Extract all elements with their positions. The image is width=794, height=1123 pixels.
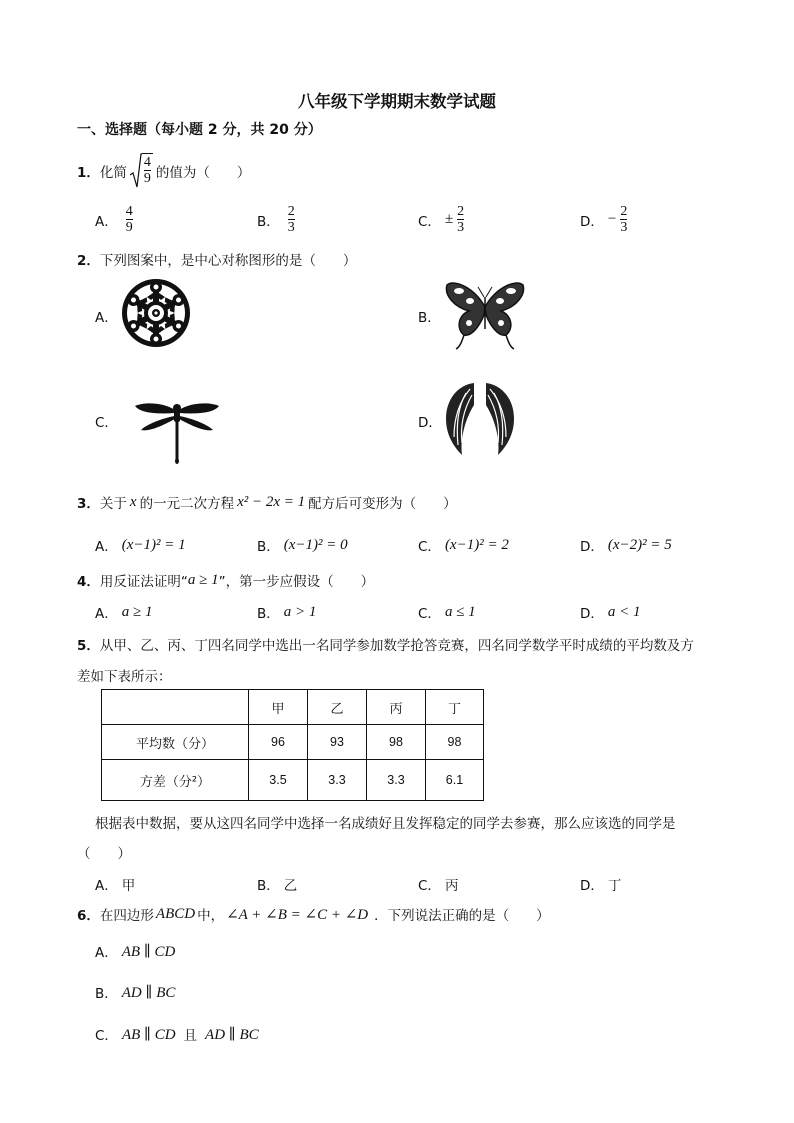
dragonfly-figure xyxy=(133,400,221,466)
table-cell: 3.3 xyxy=(308,760,367,801)
radical-sign-icon xyxy=(130,153,142,189)
table-header-row xyxy=(102,690,484,725)
section-heading: 一、选择题（每小题 2 分，共 20 分） xyxy=(77,122,322,138)
question-text: 差如下表所示： xyxy=(77,669,172,685)
option-label: C． xyxy=(95,1028,118,1044)
option-expression: AD ∥ BC xyxy=(121,984,176,1001)
question-text: 的一元二次方程 xyxy=(139,496,235,512)
option-expression: (x−1)² = 2 xyxy=(444,536,509,553)
question-number: 2． xyxy=(77,253,100,269)
table-row xyxy=(102,725,484,760)
question-text: 从甲、乙、丙、丁四名同学中选出一名同学参加数学抢答竞赛，四名同学数学平时成绩的平均数及方 xyxy=(99,638,694,654)
option-label: A． xyxy=(95,213,118,230)
option-a[interactable] xyxy=(95,204,133,235)
question-2 xyxy=(77,249,356,269)
question-text: 的值为（ ） xyxy=(155,165,251,181)
question-text: 用反证法证明“ xyxy=(99,574,188,590)
option-d[interactable] xyxy=(580,874,621,894)
table-row xyxy=(102,760,484,801)
question-6 xyxy=(77,904,550,924)
option-text: 丁 xyxy=(607,878,622,894)
table-header-cell: 甲 xyxy=(249,690,308,725)
option-b[interactable] xyxy=(95,982,175,1002)
option-label: C． xyxy=(418,878,441,894)
shape-name: ABCD xyxy=(155,905,196,922)
table-cell: 93 xyxy=(308,725,367,760)
option-label: B． xyxy=(257,539,280,555)
question-1 xyxy=(77,153,250,189)
option-label: C． xyxy=(418,213,441,230)
option-label: A． xyxy=(95,539,118,555)
fraction-numerator: 4 xyxy=(143,155,151,170)
option-label: A． xyxy=(95,945,118,961)
option-b-label[interactable]: B． xyxy=(418,310,441,326)
fraction-denominator: 3 xyxy=(620,220,628,235)
question-text: （ ） xyxy=(77,846,131,862)
wings-figure xyxy=(444,381,516,457)
condition-expression: ∠A + ∠B = ∠C + ∠D xyxy=(226,906,369,923)
table-cell: 3.3 xyxy=(367,760,426,801)
option-c[interactable] xyxy=(418,874,458,894)
option-b[interactable] xyxy=(257,535,348,555)
option-a[interactable] xyxy=(95,941,175,961)
option-label: B． xyxy=(95,986,118,1002)
table-header-cell: 丁 xyxy=(426,690,484,725)
table-header-cell: 丙 xyxy=(367,690,426,725)
table-cell: 6.1 xyxy=(426,760,484,801)
question-4 xyxy=(77,570,374,590)
question-text: ”，第一步应假设（ ） xyxy=(218,574,375,590)
option-d-label[interactable]: D． xyxy=(418,415,442,431)
option-expression: (x−1)² = 0 xyxy=(283,536,348,553)
option-label: D． xyxy=(580,878,604,894)
option-d[interactable] xyxy=(580,535,672,555)
fraction-numerator: 2 xyxy=(287,204,295,219)
question-text: 根据表中数据，要从这四名同学中选择一名成绩好且发挥稳定的同学去参赛，那么应该选的同学是 xyxy=(95,816,676,832)
option-label: D． xyxy=(580,606,604,622)
option-b[interactable] xyxy=(257,204,295,235)
question-3 xyxy=(77,492,457,512)
option-expression: a ≤ 1 xyxy=(444,603,476,620)
option-a[interactable] xyxy=(95,874,135,894)
option-label: B． xyxy=(257,878,280,894)
fraction-denominator: 3 xyxy=(457,220,465,235)
option-a-label[interactable]: A． xyxy=(95,310,118,326)
page-title: 八年级下学期期末数学试题 xyxy=(298,92,496,111)
question-text: 配方后可变形为（ ） xyxy=(308,496,457,512)
option-c[interactable]: C． ± $\frac{2}{3}$ xyxy=(418,204,465,235)
option-expression: a < 1 xyxy=(607,603,641,620)
option-label: B． xyxy=(257,606,280,622)
option-label: C． xyxy=(418,539,441,555)
table-header-cell xyxy=(102,690,249,725)
option-expression: (x−1)² = 1 xyxy=(121,536,186,553)
question-number: 6． xyxy=(77,908,100,924)
question-text: 中， xyxy=(197,908,225,924)
expression: a ≥ 1 xyxy=(187,571,219,588)
fraction-denominator: 9 xyxy=(143,171,151,186)
option-label: A． xyxy=(95,606,118,622)
fraction-denominator: 3 xyxy=(287,220,295,235)
option-expression: a > 1 xyxy=(283,603,317,620)
table-header-cell: 乙 xyxy=(308,690,367,725)
option-expression: AD ∥ BC xyxy=(205,1026,259,1043)
option-expression: a ≥ 1 xyxy=(121,603,153,620)
data-table xyxy=(101,689,484,801)
fraction-numerator: 2 xyxy=(620,204,628,219)
option-c[interactable] xyxy=(418,602,476,622)
question-number: 1． xyxy=(77,165,100,181)
option-a[interactable] xyxy=(95,535,186,555)
option-c[interactable] xyxy=(418,535,509,555)
table-cell: 3.5 xyxy=(249,760,308,801)
question-text: 下列图案中，是中心对称图形的是（ ） xyxy=(99,253,357,269)
option-label: C． xyxy=(418,606,441,622)
option-text: 且 xyxy=(183,1028,198,1044)
table-cell: 98 xyxy=(367,725,426,760)
option-expression: AB ∥ CD xyxy=(121,1026,176,1043)
table-cell: 98 xyxy=(426,725,484,760)
fraction-numerator: 4 xyxy=(125,204,133,219)
option-b[interactable] xyxy=(257,874,297,894)
snowflake-ornament-figure xyxy=(120,277,192,349)
sqrt-expression xyxy=(130,153,153,189)
option-d[interactable]: D． − $\frac{2}{3}$ xyxy=(580,204,628,235)
option-text: 丙 xyxy=(444,878,459,894)
equation: x² − 2x = 1 xyxy=(237,493,306,510)
question-text: ．下列说法正确的是（ ） xyxy=(374,908,550,924)
variable: x xyxy=(129,493,137,510)
question-text: 关于 xyxy=(99,496,127,512)
question-text: 在四边形 xyxy=(99,908,154,924)
question-text: 化简 xyxy=(99,165,127,181)
option-text: 甲 xyxy=(121,878,136,894)
option-expression: AB ∥ CD xyxy=(121,943,176,960)
butterfly-figure xyxy=(444,277,526,351)
question-number: 5． xyxy=(77,638,100,654)
option-c[interactable] xyxy=(95,1024,259,1044)
option-d[interactable] xyxy=(580,602,641,622)
option-label: A． xyxy=(95,878,118,894)
option-label: D． xyxy=(580,539,604,555)
table-row-label: 方差（分²） xyxy=(102,760,249,801)
option-a[interactable] xyxy=(95,602,152,622)
option-b[interactable] xyxy=(257,602,316,622)
option-label: D． xyxy=(580,213,604,230)
question-number: 4． xyxy=(77,574,100,590)
fraction-denominator: 9 xyxy=(125,220,133,235)
fraction-numerator: 2 xyxy=(457,204,465,219)
table-cell: 96 xyxy=(249,725,308,760)
option-label: B． xyxy=(257,213,280,230)
option-c-label[interactable]: C． xyxy=(95,415,118,431)
option-text: 乙 xyxy=(283,878,298,894)
question-5 xyxy=(77,634,694,654)
option-expression: (x−2)² = 5 xyxy=(607,536,672,553)
table-row-label: 平均数（分） xyxy=(102,725,249,760)
question-number: 3． xyxy=(77,496,100,512)
